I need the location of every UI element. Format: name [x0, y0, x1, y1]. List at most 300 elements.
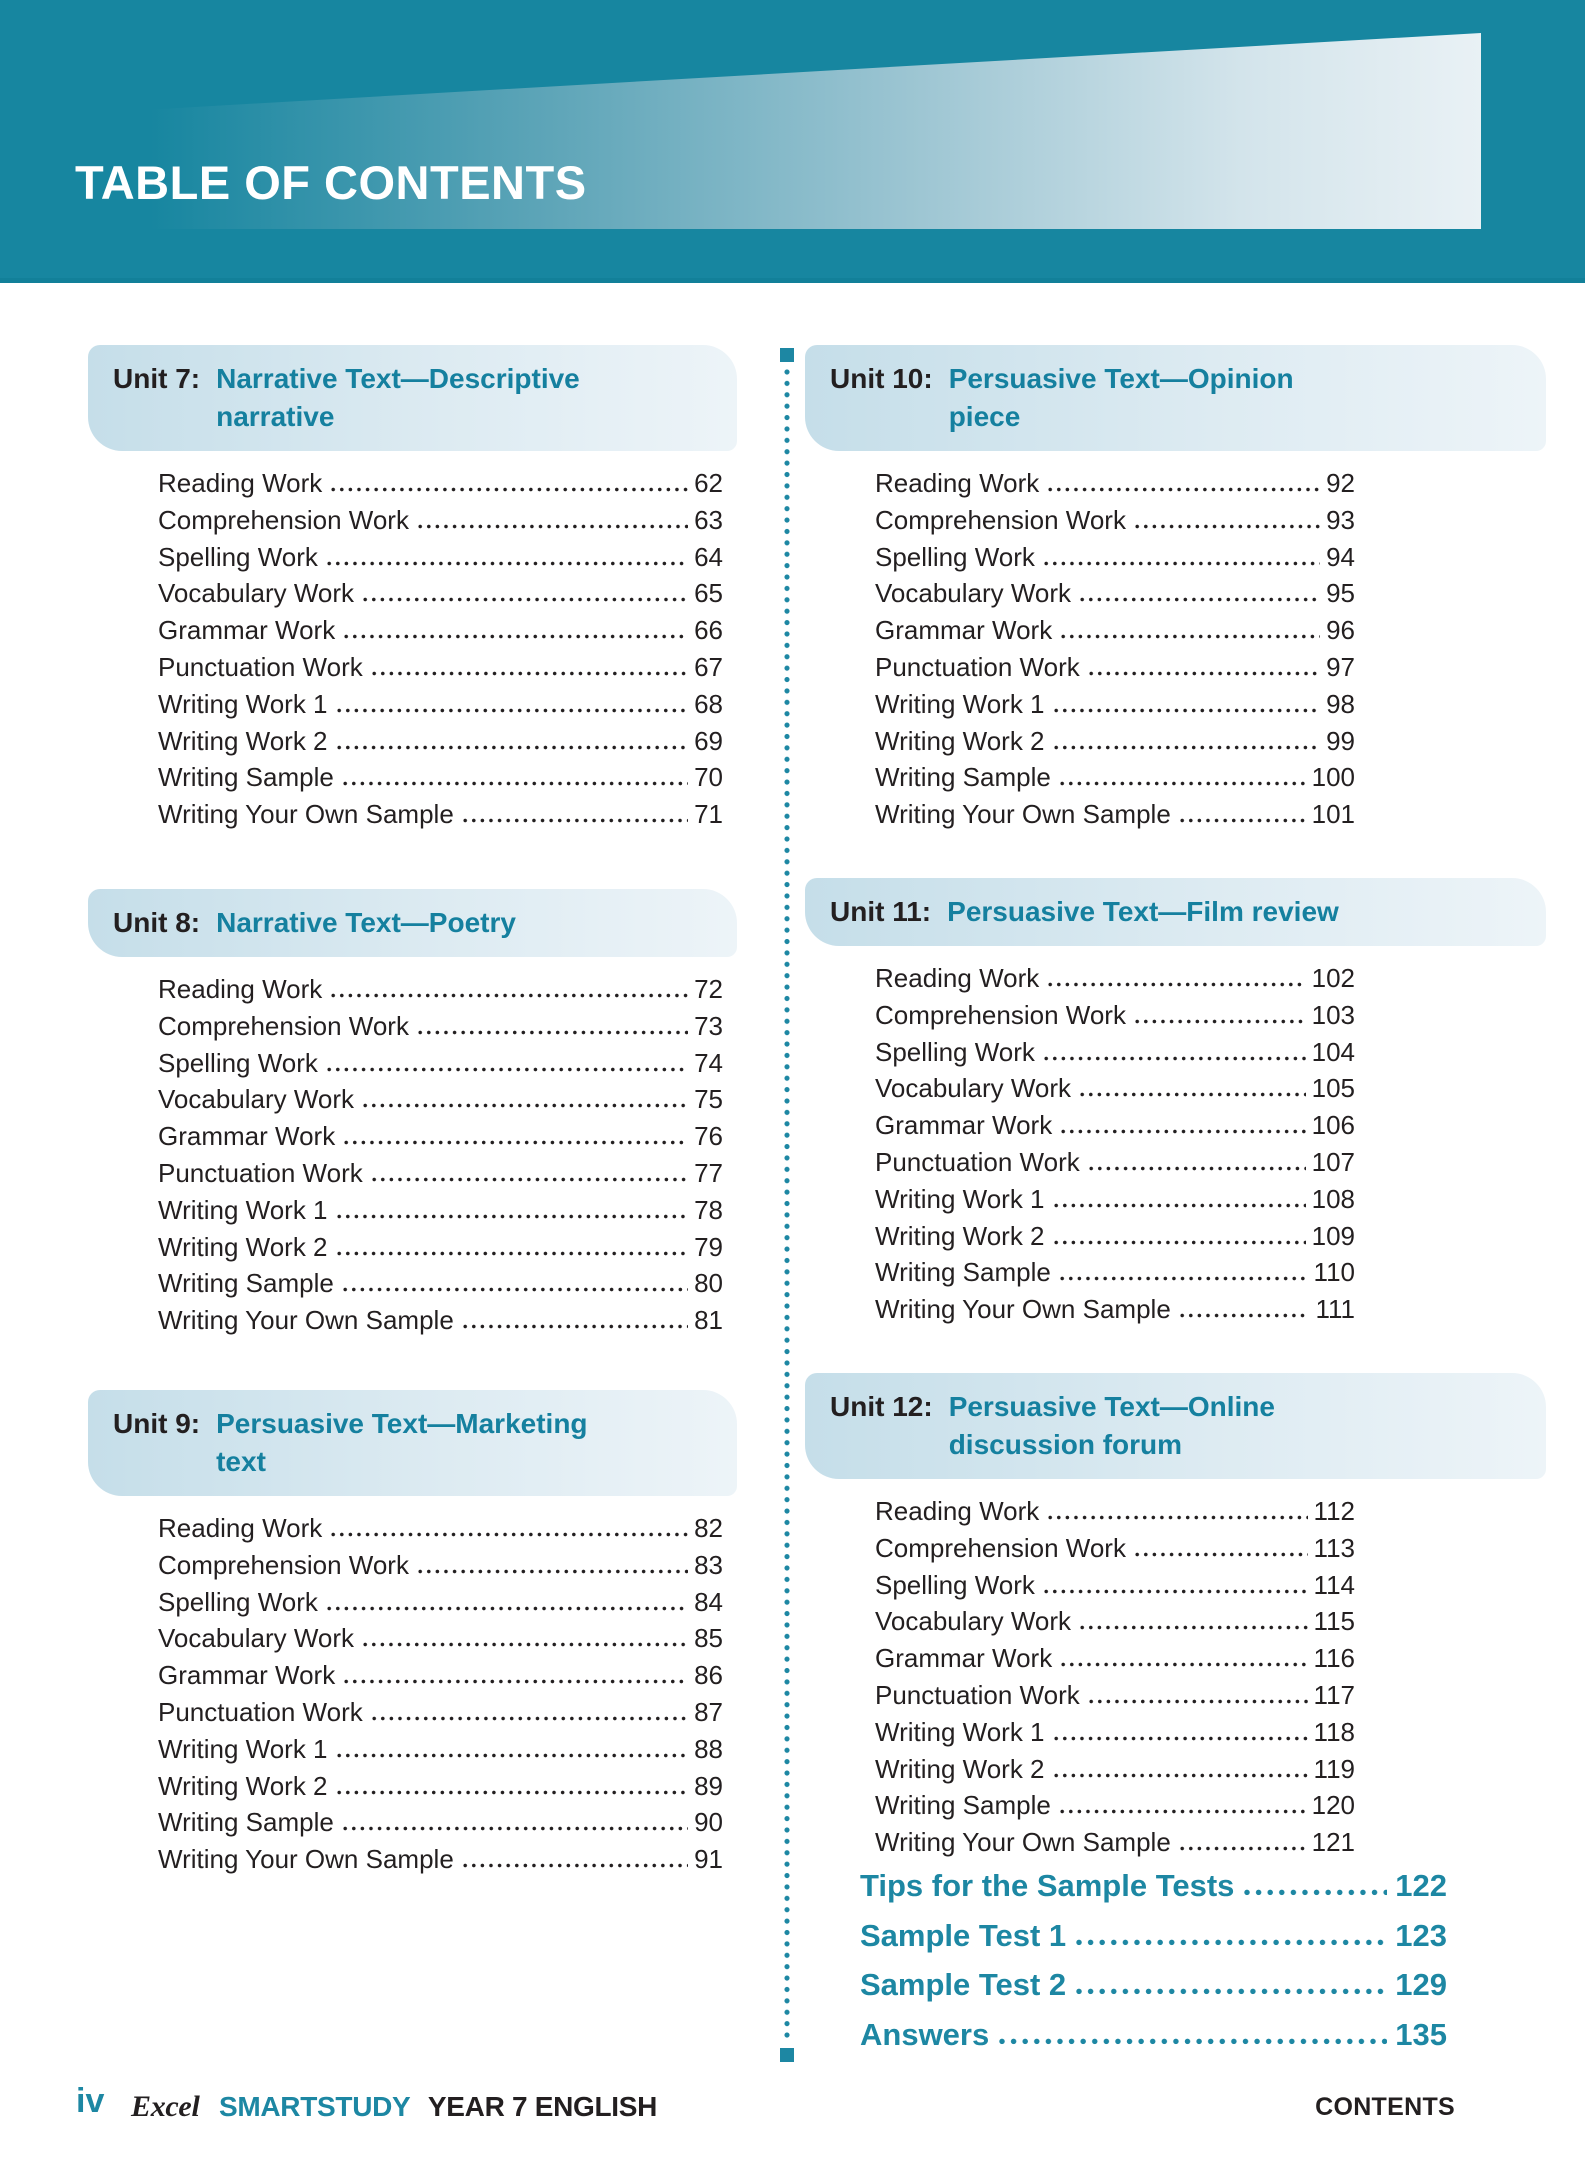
toc-entry-page-number: 119: [1313, 1753, 1355, 1784]
toc-entry-label: Vocabulary Work: [875, 1073, 1072, 1104]
toc-entry-page-number: 90: [694, 1807, 723, 1838]
toc-entry-page-number: 129: [1395, 1967, 1447, 2002]
dot-leader: [327, 1606, 688, 1611]
unit-entry-list: [875, 468, 1355, 836]
brand-course: YEAR 7 ENGLISH: [427, 2091, 658, 2122]
toc-entry-page-number: 71: [694, 799, 723, 830]
toc-entry: [158, 1550, 723, 1587]
toc-entry: [158, 726, 723, 763]
dot-leader: [1054, 1203, 1306, 1208]
unit-number-label: Unit 12:: [830, 1391, 933, 1422]
unit-title: [949, 1388, 1275, 1464]
toc-entry-page-number: 104: [1311, 1036, 1355, 1067]
unit-section: [88, 889, 737, 1342]
unit-number-label: Unit 8:: [113, 907, 201, 938]
toc-entry: [875, 1000, 1355, 1037]
toc-entry: [875, 1037, 1355, 1074]
dot-leader: [337, 708, 689, 713]
toc-entry-page-number: 87: [694, 1696, 723, 1727]
toc-entry-page-number: 118: [1313, 1716, 1355, 1747]
dot-leader: [1076, 1939, 1387, 1946]
toc-entry-label: Vocabulary Work: [158, 1623, 355, 1654]
toc-entry: [875, 1570, 1355, 1607]
dot-leader: [372, 671, 688, 676]
dot-leader: [1089, 671, 1320, 676]
toc-entry-label: Grammar Work: [875, 615, 1053, 646]
dot-leader: [363, 1103, 688, 1108]
toc-entry-label: Reading Work: [875, 468, 1040, 498]
toc-entry-label: Writing Work 1: [158, 688, 328, 719]
toc-entry: [875, 762, 1355, 799]
toc-entry-label: Writing Your Own Sample: [875, 1827, 1171, 1858]
toc-entry: [158, 799, 723, 836]
toc-entry-label: Spelling Work: [875, 541, 1035, 572]
toc-column-right: [805, 0, 1546, 2166]
toc-entry-label: Sample Test 1: [860, 1917, 1067, 1953]
toc-entry: [158, 762, 723, 799]
toc-entry: [875, 1643, 1355, 1680]
unit-entry-list: [158, 468, 723, 836]
toc-entry-label: Writing Your Own Sample: [875, 799, 1171, 830]
unit-heading-banner: [805, 345, 1546, 451]
toc-entry-label: Writing Sample: [875, 762, 1051, 793]
toc-entry: [875, 1147, 1355, 1184]
dot-leader: [1180, 1313, 1310, 1318]
dot-leader: [327, 561, 688, 566]
toc-column-left: [88, 0, 737, 2166]
toc-entry-page-number: 135: [1395, 2016, 1447, 2052]
toc-entry: [158, 1305, 723, 1342]
toc-entry: [875, 1496, 1355, 1533]
unit-number-label: Unit 11:: [830, 896, 932, 927]
unit-heading-banner: [88, 1390, 737, 1496]
toc-entry-label: Comprehension Work: [875, 504, 1126, 535]
toc-entry-page-number: 123: [1395, 1917, 1447, 1953]
dot-leader: [463, 1324, 688, 1329]
toc-entry-label: Reading Work: [158, 468, 323, 498]
toc-entry-label: Punctuation Work: [875, 651, 1080, 682]
dot-leader: [1080, 597, 1320, 602]
toc-entry-page-number: 92: [1326, 468, 1355, 498]
unit-heading-banner: [805, 878, 1546, 946]
toc-entry: [875, 542, 1355, 579]
unit-section: [88, 1390, 737, 1881]
dot-leader: [418, 524, 688, 529]
toc-entry-page-number: 108: [1311, 1183, 1355, 1214]
toc-entry-label: Writing Sample: [875, 1790, 1051, 1821]
toc-entry: [875, 1073, 1355, 1110]
toc-entry-page-number: 89: [694, 1770, 723, 1801]
toc-entry-page-number: 97: [1326, 651, 1355, 682]
toc-entry-page-number: 86: [694, 1660, 723, 1691]
toc-entry-page-number: 67: [694, 651, 723, 682]
toc-entry: [158, 1048, 723, 1085]
toc-entry-page-number: 68: [694, 688, 723, 719]
unit-title: [216, 360, 580, 436]
unit-title: [949, 360, 1294, 436]
unit-number-label: Unit 9:: [113, 1408, 201, 1439]
toc-entry-label: Writing Work 1: [875, 1716, 1045, 1747]
toc-entry-label: Reading Work: [158, 974, 323, 1004]
toc-entry: [875, 1533, 1355, 1570]
toc-entry-label: Punctuation Work: [158, 1696, 363, 1727]
toc-entry-page-number: 94: [1326, 541, 1355, 572]
dot-leader: [327, 1067, 688, 1072]
unit-title: [216, 904, 516, 942]
toc-entry-page-number: 72: [694, 974, 723, 1004]
toc-entry-page-number: 73: [694, 1010, 723, 1041]
toc-entry-page-number: 115: [1313, 1606, 1355, 1637]
unit-title-line: Narrative Text—Poetry: [216, 907, 516, 938]
toc-entry-label: Writing Sample: [875, 1257, 1051, 1288]
toc-entry-page-number: 122: [1395, 1868, 1447, 1903]
toc-entry: [875, 505, 1355, 542]
toc-entry: [875, 963, 1355, 1000]
unit-title-line: discussion forum: [948, 1429, 1183, 1460]
toc-entry-page-number: 99: [1326, 725, 1355, 756]
brand-smartstudy: SMARTSTUDY: [218, 2091, 411, 2122]
unit-entry-list: [875, 963, 1355, 1331]
toc-entry-page-number: 109: [1311, 1220, 1355, 1251]
divider-top-cap: [780, 348, 794, 362]
toc-entry-label: Writing Work 2: [875, 725, 1045, 756]
footer-page-number: iv: [76, 2082, 105, 2120]
toc-entry: [158, 1697, 723, 1734]
dot-leader: [343, 1826, 688, 1831]
toc-entry-label: Writing Your Own Sample: [158, 1844, 454, 1875]
toc-entry: [875, 1717, 1355, 1754]
toc-entry-label: Vocabulary Work: [875, 1606, 1072, 1637]
toc-entry-label: Vocabulary Work: [158, 1084, 355, 1115]
dot-leader: [337, 1790, 689, 1795]
dot-leader: [1135, 1552, 1308, 1557]
dot-leader: [337, 1251, 689, 1256]
toc-entry-label: Punctuation Work: [875, 1679, 1080, 1710]
toc-entry-label: Comprehension Work: [158, 1010, 409, 1041]
dot-leader: [1060, 1809, 1306, 1814]
toc-entry: [158, 1084, 723, 1121]
extras-section: [805, 1868, 1546, 2066]
toc-entry-page-number: 114: [1313, 1569, 1355, 1600]
unit-heading-banner: [88, 889, 737, 957]
dot-leader: [1080, 1092, 1306, 1097]
dot-leader: [463, 818, 688, 823]
toc-entry: [158, 1844, 723, 1881]
toc-entry-page-number: 105: [1311, 1073, 1355, 1104]
toc-entry-label: Writing Sample: [158, 1268, 334, 1299]
unit-section: [805, 1373, 1546, 1864]
unit-title-line: Narrative Text—Descriptive: [216, 363, 580, 394]
toc-entry: [158, 1268, 723, 1305]
toc-entry: [875, 1294, 1355, 1331]
dot-leader: [337, 1753, 689, 1758]
toc-entry-page-number: 91: [694, 1844, 723, 1875]
toc-entry-label: Spelling Work: [158, 541, 318, 572]
toc-entry-page-number: 70: [694, 762, 723, 793]
dot-leader: [1089, 1699, 1308, 1704]
toc-entry-label: Punctuation Work: [158, 1157, 363, 1188]
toc-entry-label: Punctuation Work: [875, 1146, 1080, 1177]
dot-leader: [372, 1716, 688, 1721]
toc-entry-page-number: 112: [1313, 1496, 1355, 1526]
toc-entry-page-number: 101: [1311, 799, 1355, 830]
unit-title: [216, 1405, 587, 1481]
toc-entry-label: Writing Work 1: [875, 688, 1045, 719]
unit-title-line: Persuasive Text—Online: [948, 1391, 1275, 1422]
toc-entry: [860, 1918, 1447, 1968]
toc-entry: [875, 1184, 1355, 1221]
toc-entry-page-number: 121: [1311, 1827, 1355, 1858]
dot-leader: [418, 1030, 688, 1035]
toc-entry-page-number: 116: [1313, 1643, 1355, 1674]
toc-entry-page-number: 84: [694, 1586, 723, 1617]
toc-entry-page-number: 76: [694, 1121, 723, 1152]
toc-entry-label: Writing Your Own Sample: [158, 799, 454, 830]
toc-entry: [158, 1011, 723, 1048]
dot-leader: [363, 597, 688, 602]
extras-entry-list: [860, 1868, 1447, 2066]
dot-leader: [1076, 1988, 1387, 1995]
toc-entry: [158, 542, 723, 579]
dot-leader: [363, 1642, 688, 1647]
divider-bottom-cap: [780, 2048, 794, 2062]
toc-entry: [158, 578, 723, 615]
toc-entry-label: Spelling Work: [875, 1569, 1035, 1600]
toc-entry: [875, 1257, 1355, 1294]
toc-entry: [158, 1121, 723, 1158]
toc-entry-label: Writing Work 2: [158, 1770, 328, 1801]
toc-entry-label: Spelling Work: [158, 1047, 318, 1078]
dot-leader: [331, 487, 688, 492]
toc-entry: [158, 1660, 723, 1697]
toc-entry-page-number: 110: [1313, 1257, 1355, 1288]
toc-entry-label: Tips for the Sample Tests: [860, 1868, 1235, 1903]
toc-entry: [158, 615, 723, 652]
dot-leader: [1180, 1846, 1306, 1851]
toc-entry-page-number: 80: [694, 1268, 723, 1299]
dot-leader: [1048, 487, 1320, 492]
toc-entry-page-number: 64: [694, 541, 723, 572]
toc-entry-page-number: 83: [694, 1549, 723, 1580]
toc-entry-label: Writing Work 1: [158, 1194, 328, 1225]
toc-entry: [875, 1110, 1355, 1147]
toc-entry: [158, 505, 723, 542]
toc-entry: [860, 1967, 1447, 2017]
toc-entry-page-number: 81: [694, 1305, 723, 1336]
dot-leader: [1060, 781, 1306, 786]
toc-entry-page-number: 85: [694, 1623, 723, 1654]
toc-entry-page-number: 95: [1326, 578, 1355, 609]
toc-entry-label: Vocabulary Work: [875, 578, 1072, 609]
toc-entry-page-number: 120: [1311, 1790, 1355, 1821]
toc-entry: [860, 2017, 1447, 2067]
unit-section: [88, 345, 737, 836]
toc-entry: [158, 1195, 723, 1232]
toc-entry-page-number: 98: [1326, 688, 1355, 719]
toc-entry-label: Comprehension Work: [875, 1532, 1126, 1563]
toc-entry-page-number: 82: [694, 1513, 723, 1543]
toc-entry-label: Comprehension Work: [158, 504, 409, 535]
toc-entry-label: Grammar Work: [158, 615, 336, 646]
dot-leader: [331, 993, 688, 998]
toc-entry-page-number: 65: [694, 578, 723, 609]
unit-title-line: piece: [948, 401, 1021, 432]
toc-entry-label: Writing Your Own Sample: [158, 1305, 454, 1336]
toc-entry-label: Grammar Work: [875, 1643, 1053, 1674]
unit-section: [805, 345, 1546, 836]
footer-brand: [131, 2090, 657, 2124]
toc-entry-label: Writing Sample: [158, 762, 334, 793]
dot-leader: [1061, 634, 1320, 639]
dot-leader: [344, 1140, 688, 1145]
toc-entry: [158, 1232, 723, 1269]
unit-number-label: Unit 7:: [113, 363, 201, 394]
dot-leader: [1054, 708, 1321, 713]
toc-entry-label: Comprehension Work: [875, 999, 1126, 1030]
toc-entry-label: Spelling Work: [158, 1586, 318, 1617]
dot-leader: [1060, 1276, 1308, 1281]
toc-entry: [158, 1513, 723, 1550]
dot-leader: [418, 1569, 688, 1574]
toc-entry: [860, 1868, 1447, 1918]
unit-title-line: text: [216, 1446, 266, 1477]
toc-entry: [158, 1587, 723, 1624]
unit-heading-banner: [88, 345, 737, 451]
divider-dotted-line: [780, 367, 794, 2043]
dot-leader: [1044, 1056, 1306, 1061]
toc-entry-page-number: 93: [1326, 504, 1355, 535]
dot-leader: [1135, 1019, 1306, 1024]
toc-entry-label: Grammar Work: [875, 1110, 1053, 1141]
toc-entry-page-number: 103: [1311, 999, 1355, 1030]
toc-entry: [875, 689, 1355, 726]
dot-leader: [1180, 818, 1306, 823]
toc-entry-label: Grammar Work: [158, 1121, 336, 1152]
dot-leader: [1048, 982, 1305, 987]
toc-entry-page-number: 96: [1326, 615, 1355, 646]
toc-entry: [158, 652, 723, 689]
toc-entry-label: Writing Work 1: [158, 1733, 328, 1764]
dot-leader: [337, 1214, 689, 1219]
toc-entry-page-number: 78: [694, 1194, 723, 1225]
unit-number-label: Unit 10:: [830, 363, 933, 394]
toc-entry-page-number: 107: [1311, 1146, 1355, 1177]
toc-entry-label: Writing Your Own Sample: [875, 1294, 1171, 1325]
toc-entry-label: Sample Test 2: [860, 1967, 1067, 2002]
unit-title-line: narrative: [216, 401, 335, 432]
toc-entry-label: Comprehension Work: [158, 1549, 409, 1580]
toc-entry-label: Writing Work 2: [875, 1220, 1045, 1251]
toc-entry-page-number: 111: [1315, 1294, 1355, 1325]
column-divider: [780, 348, 794, 2062]
toc-entry-page-number: 63: [694, 504, 723, 535]
dot-leader: [1048, 1515, 1307, 1520]
dot-leader: [463, 1863, 688, 1868]
dot-leader: [1080, 1625, 1307, 1630]
toc-entry: [875, 1754, 1355, 1791]
toc-entry-page-number: 62: [694, 468, 723, 498]
toc-entry-label: Reading Work: [875, 963, 1040, 993]
toc-entry: [875, 726, 1355, 763]
toc-entry-page-number: 88: [694, 1733, 723, 1764]
toc-entry-page-number: 69: [694, 725, 723, 756]
unit-title: [947, 893, 1339, 931]
toc-entry-label: Writing Work 2: [158, 725, 328, 756]
unit-section: [805, 878, 1546, 1331]
dot-leader: [1044, 561, 1320, 566]
toc-entry: [875, 468, 1355, 505]
toc-entry: [875, 1790, 1355, 1827]
unit-title-line: Persuasive Text—Film review: [947, 896, 1339, 927]
toc-entry-page-number: 106: [1311, 1110, 1355, 1141]
toc-entry-page-number: 66: [694, 615, 723, 646]
unit-entry-list: [875, 1496, 1355, 1864]
unit-title-line: Persuasive Text—Opinion: [948, 363, 1294, 394]
toc-entry-page-number: 117: [1313, 1679, 1355, 1710]
toc-entry: [875, 652, 1355, 689]
dot-leader: [1244, 1889, 1387, 1896]
toc-entry-label: Writing Sample: [158, 1807, 334, 1838]
toc-entry: [158, 1623, 723, 1660]
toc-entry-label: Punctuation Work: [158, 651, 363, 682]
toc-entry: [158, 468, 723, 505]
toc-entry-page-number: 77: [694, 1157, 723, 1188]
toc-entry: [875, 578, 1355, 615]
toc-entry: [875, 1827, 1355, 1864]
toc-entry-label: Vocabulary Work: [158, 578, 355, 609]
dot-leader: [372, 1177, 688, 1182]
toc-entry-page-number: 100: [1311, 762, 1355, 793]
toc-entry-label: Writing Work 2: [875, 1753, 1045, 1784]
toc-entry: [875, 1606, 1355, 1643]
toc-entry: [158, 1158, 723, 1195]
dot-leader: [331, 1532, 688, 1537]
dot-leader: [344, 1679, 688, 1684]
unit-entry-list: [158, 1513, 723, 1881]
dot-leader: [1135, 524, 1320, 529]
dot-leader: [343, 781, 688, 786]
unit-title-line: Persuasive Text—Marketing: [216, 1408, 588, 1439]
toc-entry: [875, 799, 1355, 836]
dot-leader: [1089, 1166, 1306, 1171]
toc-entry-label: Writing Work 2: [158, 1231, 328, 1262]
toc-entry-page-number: 74: [694, 1047, 723, 1078]
toc-entry: [158, 1807, 723, 1844]
toc-entry-page-number: 102: [1311, 963, 1355, 993]
toc-entry: [875, 615, 1355, 652]
toc-entry: [158, 1771, 723, 1808]
dot-leader: [337, 745, 689, 750]
toc-entry-page-number: 75: [694, 1084, 723, 1115]
toc-entry-label: Reading Work: [158, 1513, 323, 1543]
toc-entry: [158, 1734, 723, 1771]
dot-leader: [1061, 1129, 1305, 1134]
dot-leader: [999, 2038, 1387, 2045]
toc-entry: [875, 1221, 1355, 1258]
dot-leader: [1061, 1662, 1307, 1667]
toc-entry-label: Answers: [860, 2016, 990, 2052]
toc-entry-label: Spelling Work: [875, 1036, 1035, 1067]
toc-entry: [158, 974, 723, 1011]
footer-section-label: CONTENTS: [1315, 2093, 1455, 2121]
dot-leader: [1044, 1589, 1308, 1594]
dot-leader: [344, 634, 688, 639]
dot-leader: [1054, 745, 1321, 750]
brand-excel: Excel: [131, 2090, 200, 2123]
dot-leader: [1054, 1240, 1306, 1245]
toc-entry-label: Reading Work: [875, 1496, 1040, 1526]
page-title: TABLE OF CONTENTS: [75, 156, 587, 209]
